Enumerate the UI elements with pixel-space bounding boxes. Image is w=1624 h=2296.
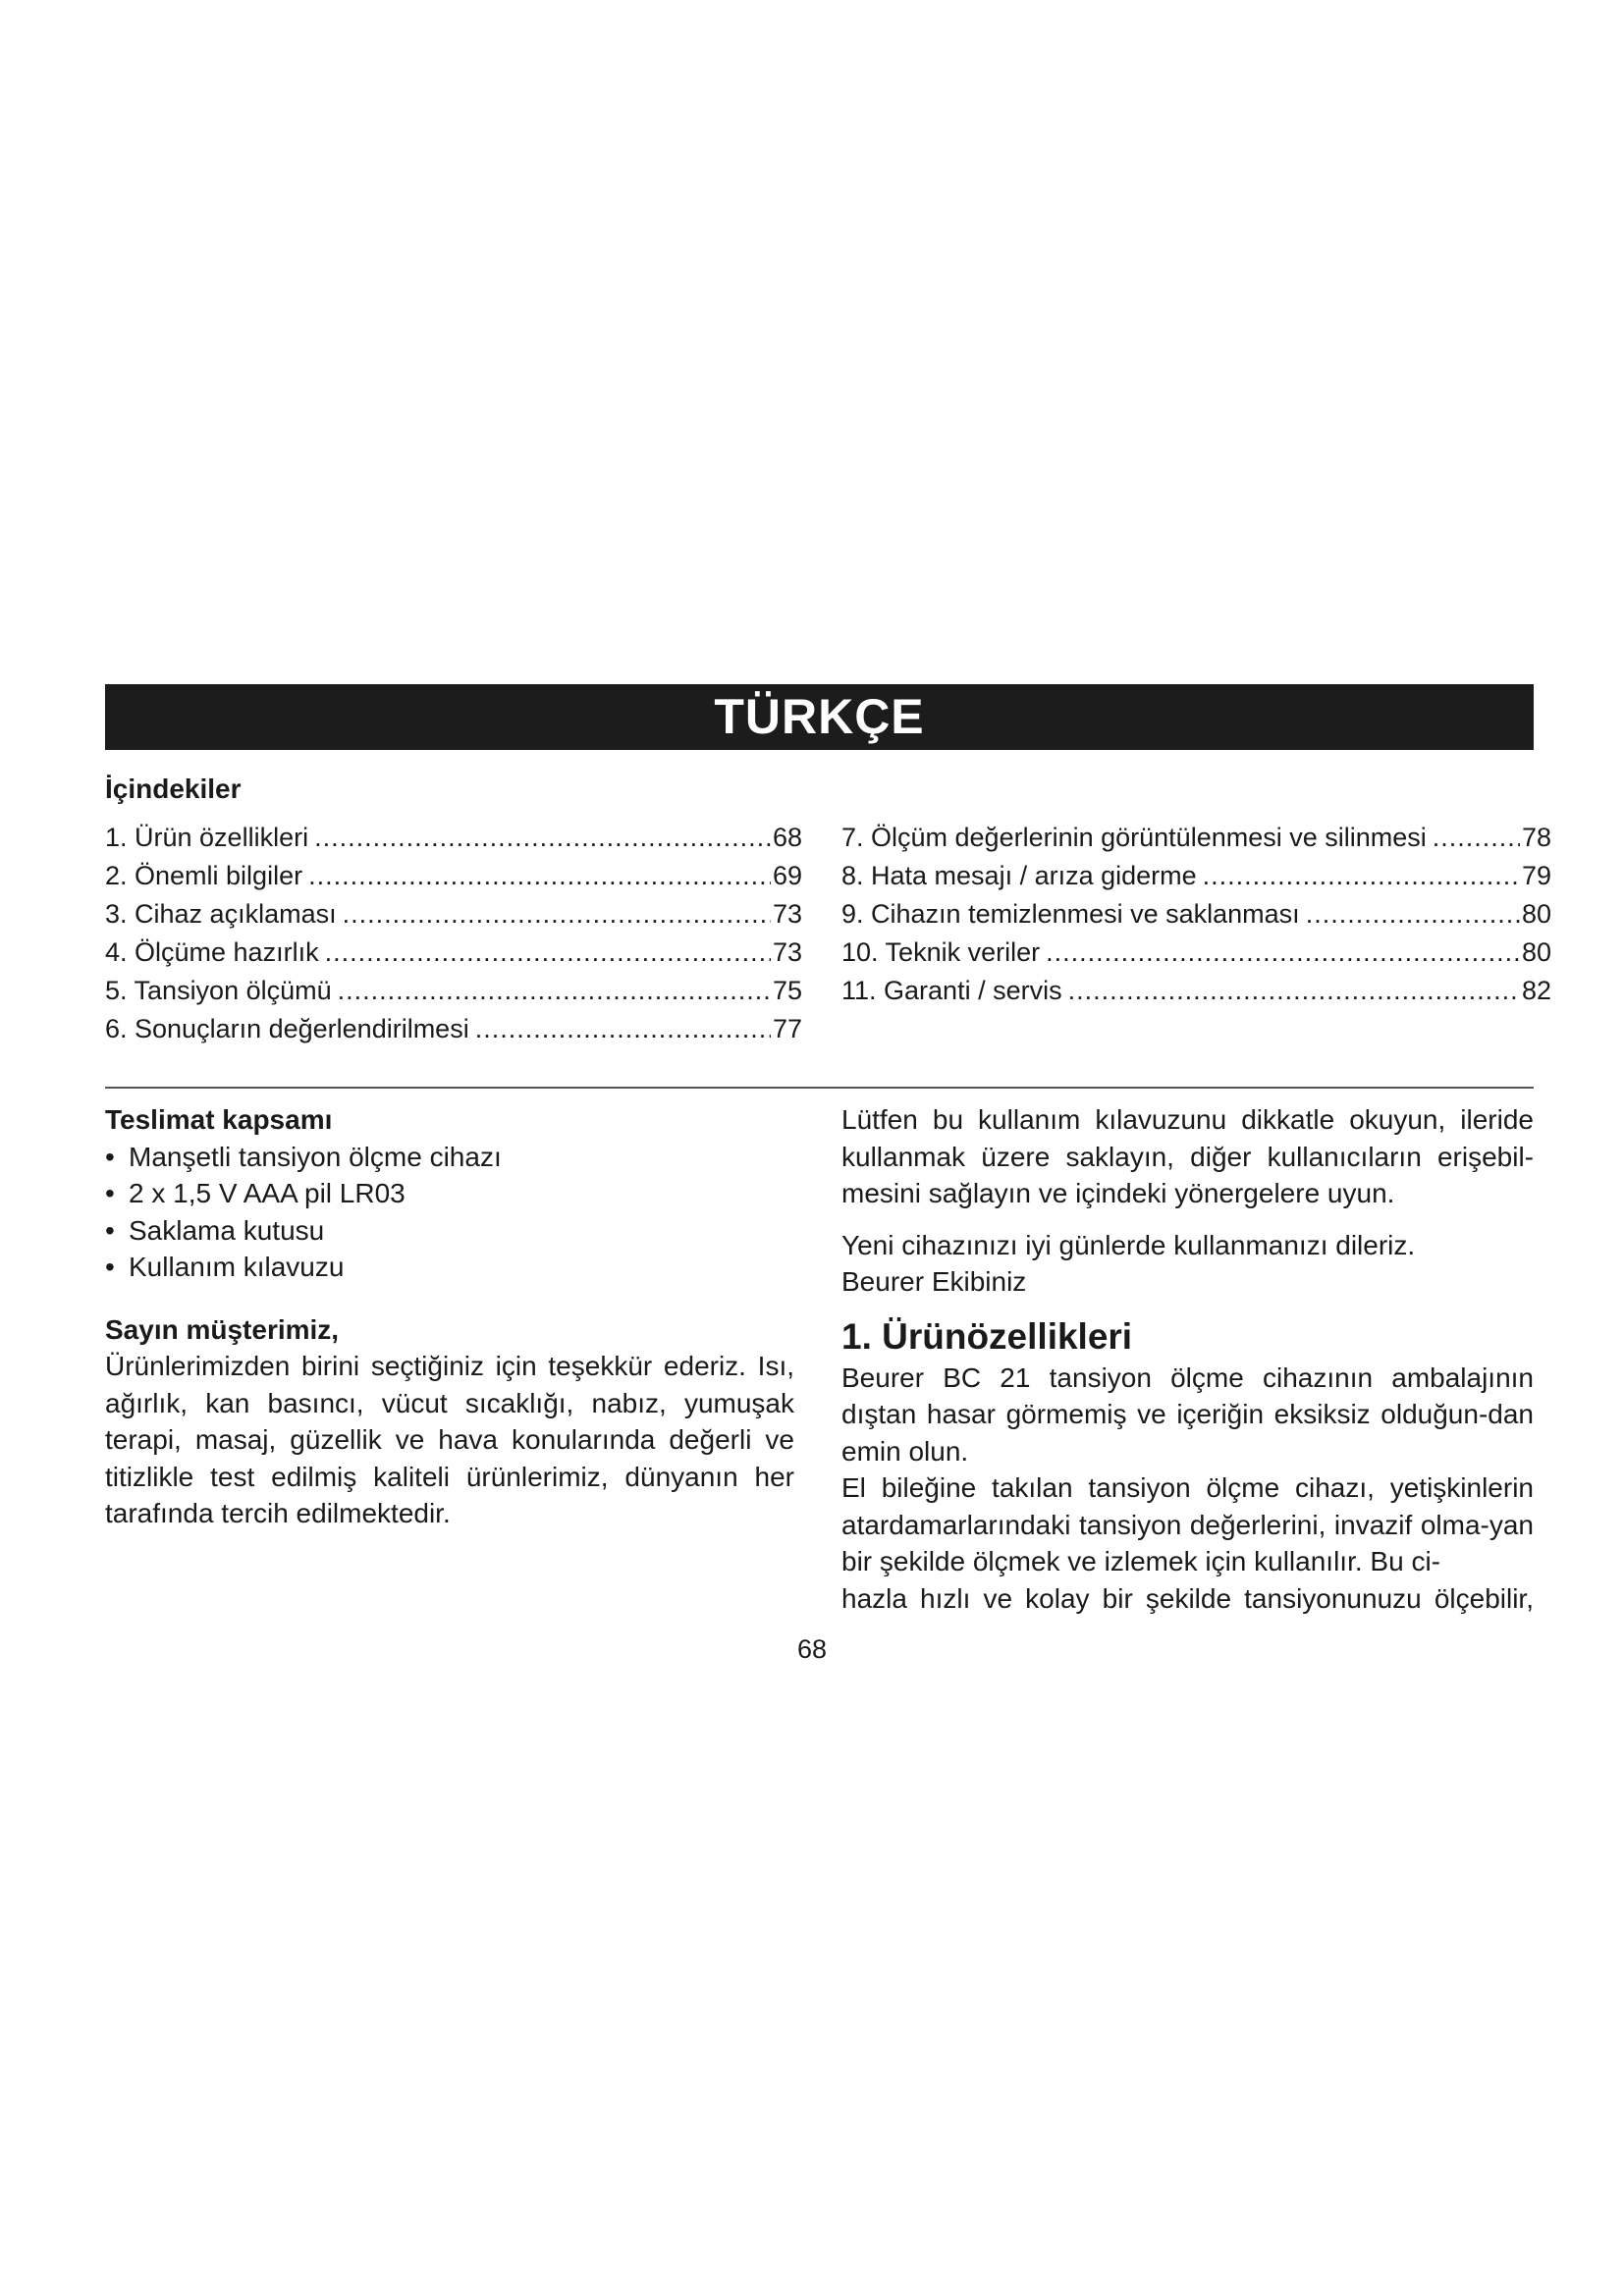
- toc-entry-page: 73: [772, 937, 802, 967]
- features-heading: 1. Ürünözellikleri: [841, 1315, 1133, 1357]
- toc-entry: [841, 823, 1551, 861]
- toc-entry-label: 8. Hata mesajı / arıza giderme: [841, 861, 1197, 890]
- toc-entry-page: 73: [772, 899, 802, 929]
- toc-left-column: [105, 823, 802, 1052]
- toc-leader-dots: [308, 861, 771, 891]
- toc-entry-label: 7. Ölçüm değerlerinin görüntülenmesi ve silinmesi: [841, 823, 1427, 852]
- toc-heading: İçindekiler: [105, 774, 242, 804]
- toc-entry-page: 80: [1521, 937, 1551, 967]
- wish-paragraph: Yeni cihazınızı iyi günlerde kullanmanızı dileriz.: [841, 1229, 1416, 1260]
- toc-entry-label: 3. Cihaz açıklaması: [105, 899, 337, 929]
- signoff: Beurer Ekibiniz: [841, 1266, 1027, 1297]
- toc-leader-dots: [314, 823, 771, 853]
- toc-leader-dots: [1433, 823, 1520, 853]
- delivery-item-text: 2 x 1,5 V AAA pil LR03: [129, 1178, 406, 1208]
- toc-entry-page: 80: [1521, 899, 1551, 929]
- toc-entry: [105, 976, 802, 1014]
- toc-entry: [841, 976, 1551, 1014]
- toc-entry-label: 4. Ölçüme hazırlık: [105, 937, 319, 967]
- bullet-icon: •: [105, 1214, 115, 1246]
- toc-leader-dots: [325, 937, 771, 968]
- toc-leader-dots: [1306, 899, 1520, 930]
- toc-leader-dots: [1203, 861, 1520, 891]
- toc-entry-label: 6. Sonuçların değerlendirilmesi: [105, 1014, 469, 1043]
- toc-entry-label: 1. Ürün özellikleri: [105, 823, 309, 852]
- toc-entry: [105, 937, 802, 976]
- language-banner: TÜRKÇE: [105, 684, 1534, 750]
- delivery-item-text: Kullanım kılavuzu: [129, 1252, 345, 1282]
- bullet-icon: •: [105, 1178, 115, 1208]
- toc-entry: [105, 899, 802, 937]
- delivery-item: [105, 1139, 794, 1176]
- toc-leader-dots: [1046, 937, 1520, 968]
- features-paragraph-2-last-line: hazla hızlı ve kolay bir şekilde tansiyonunuzu ölçebilir,: [841, 1582, 1534, 1614]
- toc-entry: [841, 899, 1551, 937]
- delivery-item: [105, 1249, 794, 1286]
- toc-entry-page: 75: [772, 976, 802, 1005]
- toc-entry-page: 82: [1521, 976, 1551, 1005]
- toc-entry-page: 68: [772, 823, 802, 852]
- delivery-heading: Teslimat kapsamı: [105, 1104, 333, 1135]
- delivery-item-text: Saklama kutusu: [129, 1214, 325, 1246]
- delivery-item: [105, 1175, 794, 1212]
- features-paragraph-1: Beurer BC 21 tansiyon ölçme cihazının ambalajının dıştan hasar görmemiş ve içeriğin eksiksiz olduğun-dan emin olun.: [841, 1362, 1534, 1467]
- toc-entry-page: 69: [772, 861, 802, 890]
- delivery-item-text: Manşetli tansiyon ölçme cihazı: [129, 1141, 502, 1172]
- toc-entry-page: 78: [1521, 823, 1551, 852]
- toc-right-column: [841, 823, 1551, 1014]
- intro-paragraph: Lütfen bu kullanım kılavuzunu dikkatle okuyun, ileride kullanmak üzere saklayın, diğer kullanıcıların erişebil-mesini sağlayın ve içindeki yönergelere uyun.: [841, 1104, 1534, 1208]
- toc-entry-page: 77: [772, 1014, 802, 1043]
- delivery-item: [105, 1212, 794, 1250]
- right-text-column: [841, 1101, 1534, 1617]
- customer-heading: Sayın müşterimiz,: [105, 1313, 340, 1345]
- bullet-icon: •: [105, 1252, 115, 1282]
- toc-leader-dots: [475, 1014, 771, 1044]
- page-number: 68: [796, 1634, 828, 1664]
- toc-leader-dots: [1068, 976, 1520, 1006]
- toc-entry: [105, 1014, 802, 1052]
- toc-leader-dots: [343, 899, 771, 930]
- toc-entry: [841, 937, 1551, 976]
- toc-entry-label: 5. Tansiyon ölçümü: [105, 976, 332, 1005]
- section-divider: [105, 1087, 1534, 1089]
- toc-entry-label: 10. Teknik veriler: [841, 937, 1041, 967]
- customer-paragraph: Ürünlerimizden birini seçtiğiniz için teşekkür ederiz. Isı, ağırlık, kan basıncı, vücut sıcaklığı, nabız, yumuşak terapi, masaj, güzellik ve hava konularında değerli ve titizlikle test edilmiş kaliteli ürünlerimiz, dünyanın her tarafında tercih edilmektedir.: [105, 1351, 794, 1528]
- toc-entry: [105, 823, 802, 861]
- toc-entry-label: 2. Önemli bilgiler: [105, 861, 303, 890]
- toc-entry: [841, 861, 1551, 899]
- left-text-column: [105, 1101, 794, 1532]
- bullet-icon: •: [105, 1141, 115, 1172]
- delivery-list: [105, 1139, 794, 1286]
- toc-entry-label: 9. Cihazın temizlenmesi ve saklanması: [841, 899, 1300, 929]
- toc-entry-label: 11. Garanti / servis: [841, 976, 1062, 1005]
- toc-entry-page: 79: [1521, 861, 1551, 890]
- toc-leader-dots: [338, 976, 771, 1006]
- features-paragraph-2: El bileğine takılan tansiyon ölçme cihazı, yetişkinlerin atardamarlarındaki tansiyon değerlerini, invazif olma-yan bir şekilde ölçmek ve izlemek için kullanılır. Bu ci-: [841, 1472, 1534, 1576]
- toc-entry: [105, 861, 802, 899]
